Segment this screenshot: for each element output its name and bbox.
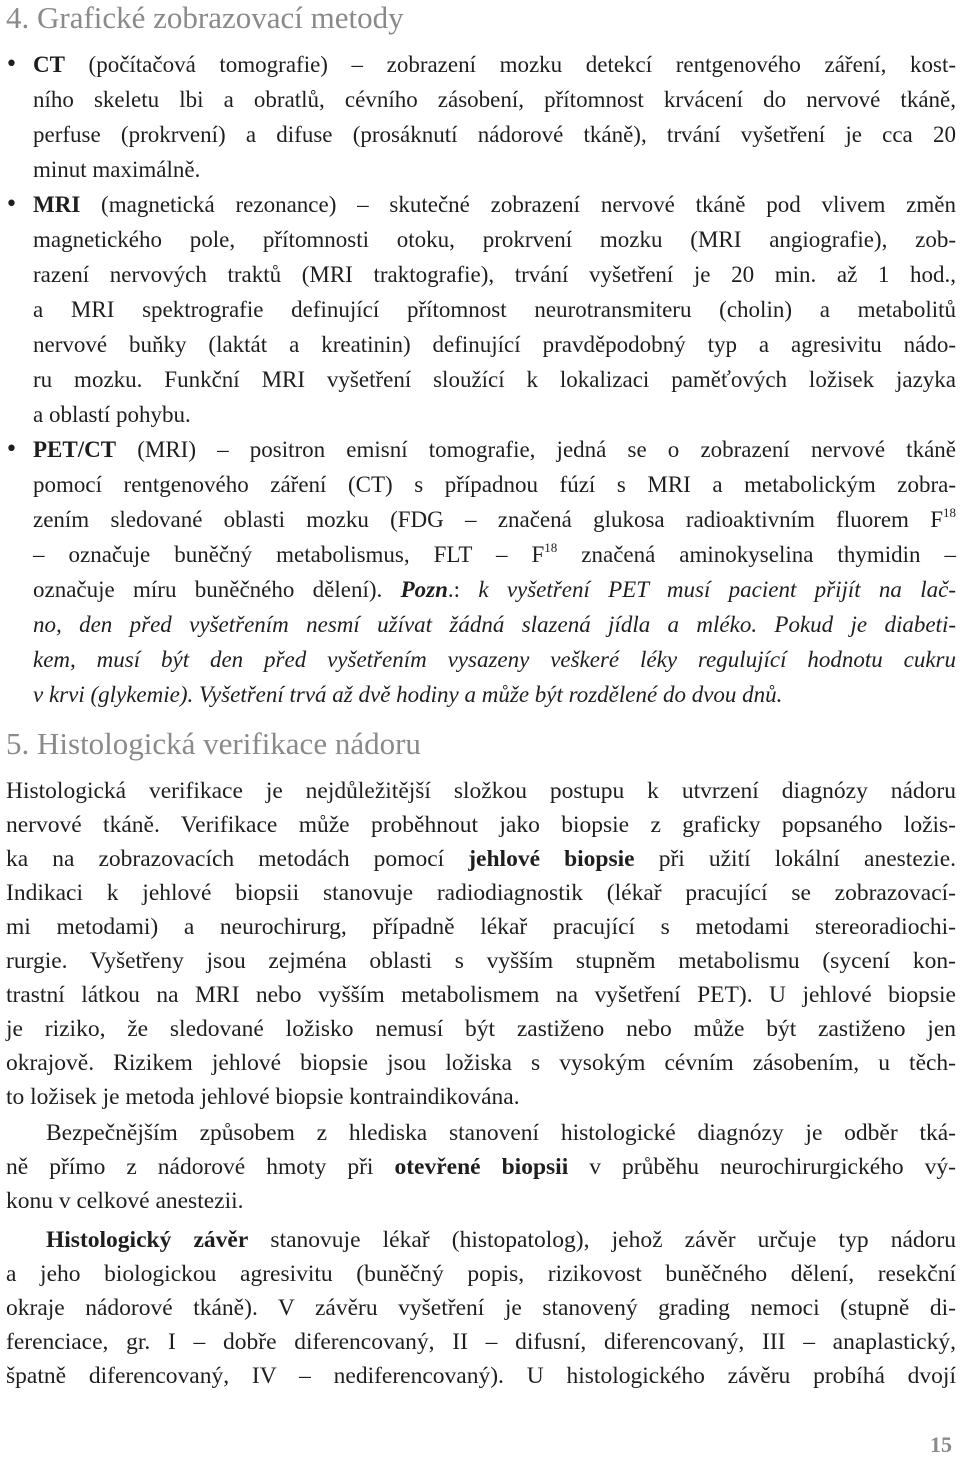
- text-line: označuje míru buněčného dělení). Pozn.: k vyšetření PET musí pacient přijít na lač-: [33, 577, 956, 602]
- text-line: Indikaci k jehlové biopsii stanovuje radiodiagnostik (lékař pracující se zobrazovací-: [6, 880, 956, 906]
- text-line: Histologická verifikace je nejdůležitější složkou postupu k utvrzení diagnózy nádoru: [6, 778, 956, 804]
- text-line: okrajově. Rizikem jehlové biopsie jsou ložiska s vysokým cévním zásobením, u těch-: [6, 1050, 956, 1076]
- text-line: trastní látkou na MRI nebo vyšším metabolismem na vyšetření PET). U jehlové biopsie: [6, 982, 956, 1008]
- text-line: špatně diferencovaný, IV – nediferencovaný). U histologického závěru probíhá dvojí: [6, 1363, 956, 1389]
- section-heading-5: 5. Histologická verifikace nádoru: [6, 726, 421, 761]
- text-line: okraje nádorové tkáně). V závěru vyšetření je stanovený grading nemoci (stupně di-: [6, 1295, 956, 1321]
- text-line: Bezpečnějším způsobem z hlediska stanovení histologické diagnózy je odběr tká-: [46, 1120, 956, 1146]
- text-line: ferenciace, gr. I – dobře diferencovaný, II – difusní, diferencovaný, III – anaplastický,: [6, 1329, 956, 1355]
- term-ct: CT: [33, 52, 65, 77]
- text-line: no, den před vyšetřením nesmí užívat žádná slazená jídla a mléko. Pokud je diabeti-: [33, 612, 956, 637]
- paragraph-open-biopsy: [6, 1116, 956, 1218]
- text-line: ru mozku. Funkční MRI vyšetření sloužící k lokalizaci paměťových ložisek jazyka: [33, 367, 956, 392]
- text-line: magnetického pole, přítomnosti otoku, prokrvení mozku (MRI angiografie), zob-: [33, 227, 956, 252]
- text-line: a oblastí pohybu.: [33, 402, 191, 427]
- superscript: 18: [544, 540, 558, 555]
- text-line: CT (počítačová tomografie) – zobrazení mozku detekcí rentgenového záření, kost-: [33, 52, 956, 77]
- bullet-icon: •: [5, 192, 18, 217]
- text-line: mi metodami) a neurochirurg, případně lékař pracující s metodami stereoradiochi-: [6, 914, 956, 940]
- term-pet-ct: PET/CT: [33, 437, 117, 462]
- page-number: 15: [930, 1432, 952, 1457]
- text-line: razení nervových traktů (MRI traktografie), trvání vyšetření je 20 min. až 1 hod.,: [33, 262, 956, 287]
- term-needle-biopsy: jehlové biopsie: [468, 846, 635, 872]
- note-label: Pozn: [400, 577, 448, 602]
- text-line: a jeho biologickou agresivitu (buněčný popis, rizikovost buněčného dělení, resekční: [6, 1261, 956, 1287]
- text-line: rurgie. Vyšetřeny jsou zejména oblasti s vyšším stupněm metabolismu (sycení kon-: [6, 948, 956, 974]
- text-line: nervové tkáně. Verifikace může proběhnout jako biopsie z graficky popsaného ložis-: [6, 812, 956, 838]
- text-line: – označuje buněčný metabolismus, FLT – $F^{18}$ značená aminokyselina thymidin –: [33, 540, 956, 567]
- text-line: ně přímo z nádorové hmoty při otevřené biopsii v průběhu neurochirurgického vý-: [6, 1154, 956, 1180]
- text-line: nervové buňky (laktát a kreatinin) definující pravděpodobný typ a agresivitu nádo-: [33, 332, 956, 357]
- paragraph-verification: [6, 774, 956, 1114]
- text-line: to ložisek je metoda jehlové biopsie kontraindikována.: [6, 1084, 520, 1110]
- term-histological-conclusion: Histologický závěr: [46, 1227, 249, 1253]
- text-line: ního skeletu lbi a obratlů, cévního zásobení, přítomnost krvácení do nervové tkáně,: [33, 87, 956, 112]
- text-line: a MRI spektrografie definující přítomnost neurotransmiteru (cholin) a metabolitů: [33, 297, 956, 322]
- text-line: PET/CT (MRI) – positron emisní tomografie, jedná se o zobrazení nervové tkáně: [33, 437, 956, 462]
- text-line: konu v celkové anestezii.: [6, 1188, 244, 1214]
- text-line: Histologický závěr stanovuje lékař (histopatolog), jehož závěr určuje typ nádoru: [46, 1227, 956, 1253]
- list-item-pet-ct: [0, 432, 960, 712]
- term-mri: MRI: [33, 192, 81, 217]
- text-line: kem, musí být den před vyšetřením vysazeny veškeré léky regulující hodnotu cukru: [33, 647, 956, 672]
- text-line: minut maximálně.: [33, 157, 201, 182]
- text-line: ka na zobrazovacích metodách pomocí jehlové biopsie při užití lokální anestezie.: [6, 846, 957, 872]
- list-item-mri: [0, 187, 960, 432]
- term-open-biopsy: otevřené biopsii: [394, 1154, 569, 1180]
- text-line: MRI (magnetická rezonance) – skutečné zobrazení nervové tkáně pod vlivem změn: [33, 192, 956, 217]
- text-line: zením sledované oblasti mozku (FDG – značená glukosa radioaktivním fluorem $F^{18}$: [33, 505, 956, 532]
- text-line: pomocí rentgenového záření (CT) s případnou fúzí s MRI a metabolickým zobra-: [33, 472, 956, 497]
- imaging-methods-list: [0, 47, 960, 712]
- paragraph-histological-conclusion: [6, 1223, 956, 1393]
- section-heading-4: 4. Grafické zobrazovací metody: [6, 0, 404, 35]
- bullet-icon: •: [5, 437, 18, 462]
- text-line: je riziko, že sledované ložisko nemusí být zastiženo nebo může být zastiženo jen: [6, 1016, 956, 1042]
- superscript: 18: [943, 505, 956, 520]
- text-line: v krvi (glykemie). Vyšetření trvá až dvě hodiny a může být rozdělené do dvou dnů.: [33, 682, 783, 707]
- text-line: perfuse (prokrvení) a difuse (prosáknutí nádorové tkáně), trvání vyšetření je cca 20: [33, 122, 956, 147]
- bullet-icon: •: [5, 52, 18, 77]
- list-item-ct: [0, 47, 960, 187]
